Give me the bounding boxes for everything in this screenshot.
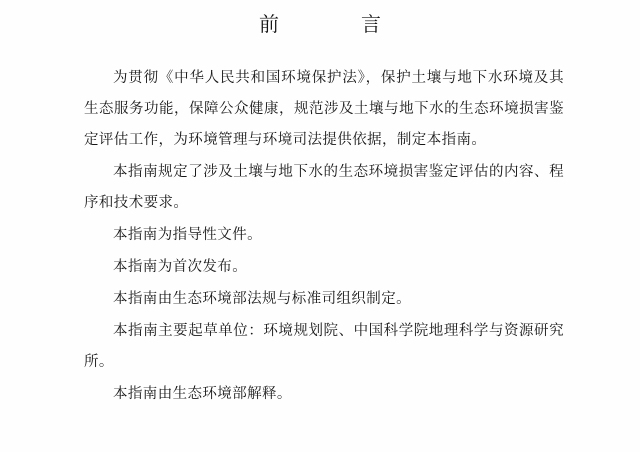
paragraph: 为贯彻《中华人民共和国环境保护法》，保护土壤与地下水环境及其生态服务功能，保障公众健康，规范涉及土壤与地下水的生态环境损害鉴定评估工作，为环境管理与环境司法提供依据，制定本指南。 (84, 70, 564, 148)
paragraph: 本指南主要起草单位：环境规划院、中国科学院地理科学与资源研究所。 (84, 323, 564, 370)
paragraph: 本指南由生态环境部法规与标准司组织制定。 (113, 291, 411, 307)
paragraph: 本指南为首次发布。 (113, 259, 248, 275)
page-title: 前 言 (259, 12, 395, 36)
document-body (0, 63, 640, 410)
paragraph: 本指南规定了涉及土壤与地下水的生态环境损害鉴定评估的内容、程序和技术要求。 (84, 164, 564, 211)
paragraph: 本指南为指导性文件。 (113, 227, 262, 243)
paragraph: 本指南由生态环境部解释。 (113, 386, 292, 402)
